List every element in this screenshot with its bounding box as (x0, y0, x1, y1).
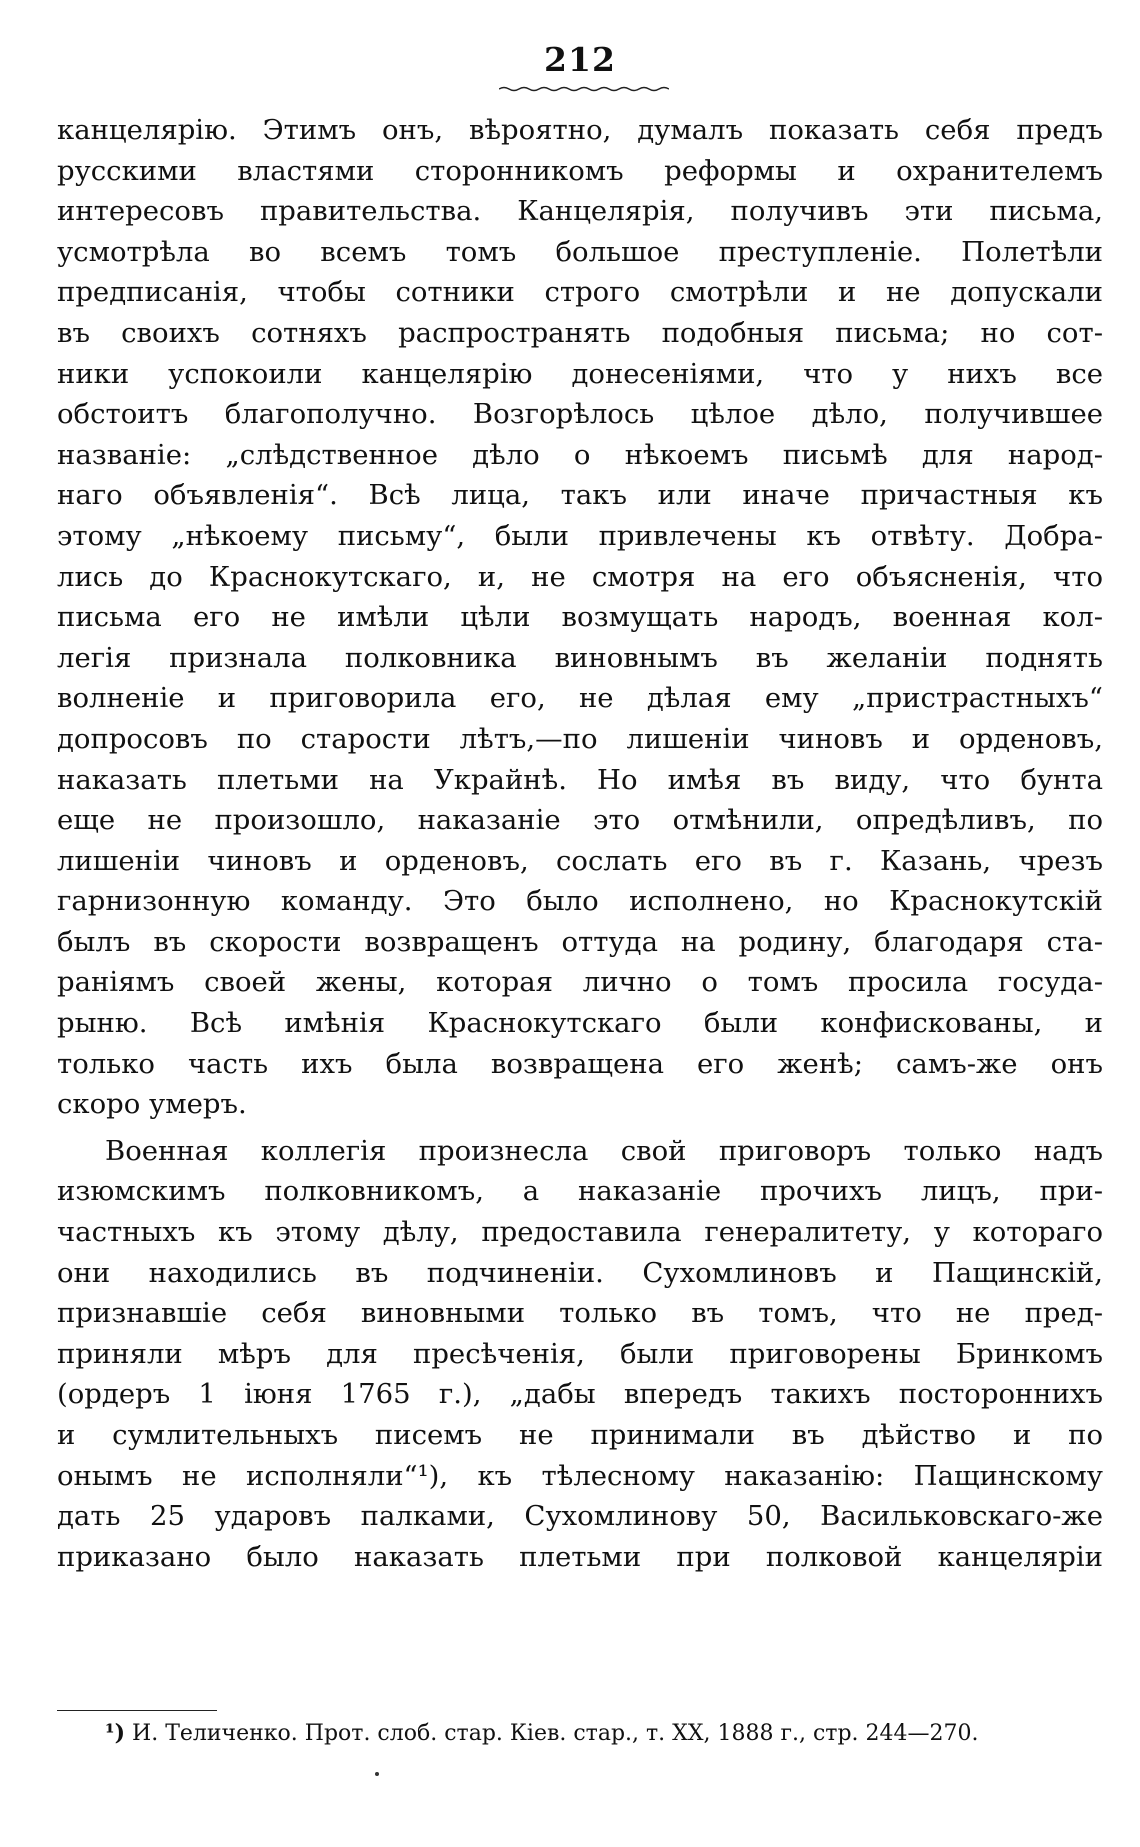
text-line: (ордеръ 1 іюня 1765 г.), „дабы впередъ такихъ постороннихъ (57, 1378, 1103, 1411)
page-number: 212 (544, 40, 616, 79)
text-line: гарнизонную команду. Это было исполнено, но Краснокутскій (57, 885, 1103, 918)
book-page (57, 0, 1103, 1847)
text-line: наказать плетьми на Украйнѣ. Но имѣя въ виду, что бунта (57, 763, 1103, 796)
paragraph-2 (57, 1131, 1103, 1578)
text-line: только часть ихъ была возвращена его женѣ; самъ-же онъ (57, 1047, 1103, 1080)
text-line: названіе: „слѣдственное дѣло о нѣкоемъ письмѣ для народ- (57, 438, 1103, 471)
text-line: онымъ не исполняли“¹), къ тѣлесному наказанію: Пащинскому (57, 1459, 1103, 1492)
text-line: приняли мѣръ для пресѣченія, были приговорены Бринкомъ (57, 1337, 1103, 1370)
text-line: рыню. Всѣ имѣнія Краснокутскаго были конфискованы, и (57, 1007, 1103, 1040)
text-line: усмотрѣла во всемъ томъ большое преступленіе. Полетѣли (57, 235, 1103, 268)
text-line: Военная коллегія произнесла свой приговоръ только надъ (105, 1134, 1103, 1167)
text-line: интересовъ правительства. Канцелярія, получивъ эти письма, (57, 195, 1103, 228)
footnote (105, 1718, 1103, 1749)
text-line: волненіе и приговорила его, не дѣлая ему „пристрастныхъ“ (57, 682, 1103, 715)
text-line: и сумлительныхъ писемъ не принимали въ дѣйство и по (57, 1419, 1103, 1451)
text-line: еще не произошло, наказаніе это отмѣнили, опредѣливъ, по (57, 804, 1103, 837)
text-line: въ своихъ сотняхъ распространять подобныя письма; но сот- (57, 316, 1103, 349)
paragraph-1 (57, 110, 1103, 1125)
text-line: письма его не имѣли цѣли возмущать народъ, военная кол- (57, 601, 1103, 634)
text-line: предписанія, чтобы сотники строго смотрѣли и не допускали (57, 276, 1103, 309)
text-line: лишеніи чиновъ и орденовъ, сослать его въ г. Казань, чрезъ (57, 844, 1103, 877)
text-line: лись до Краснокутскаго, и, не смотря на его объясненія, что (57, 560, 1103, 593)
text-line: легія признала полковника виновнымъ въ желаніи поднять (57, 641, 1103, 674)
text-line: обстоитъ благополучно. Возгорѣлось цѣлое дѣло, получившее (57, 398, 1103, 431)
footnote-divider (57, 1710, 217, 1711)
text-line: допросовъ по старости лѣтъ,—по лишеніи чиновъ и орденовъ, (57, 722, 1103, 755)
text-line: канцелярію. Этимъ онъ, вѣроятно, думалъ показать себя предъ (57, 114, 1103, 146)
text-line: русскими властями сторонникомъ реформы и охранителемъ (57, 154, 1103, 187)
text-line: дать 25 ударовъ палками, Сухомлинову 50, Васильковскаго-же (57, 1500, 1103, 1533)
text-line: былъ въ скорости возвращенъ оттуда на родину, благодаря ста- (57, 925, 1103, 958)
text-line: изюмскимъ полковникомъ, а наказаніе прочихъ лицъ, при- (57, 1175, 1103, 1208)
text-line: раніямъ своей жены, которая лично о томъ просила госуда- (57, 966, 1103, 999)
text-line: этому „нѣкоему письму“, были привлечены къ отвѣту. Добра- (57, 519, 1103, 552)
footnote-text: И. Теличенко. Прот. слоб. стар. Кіев. стар., т. XX, 1888 г., стр. 244—270. (132, 1721, 979, 1746)
text-line: скоро умеръ. (57, 1088, 247, 1121)
text-line: признавшіе себя виновными только въ томъ, что не пред- (57, 1297, 1103, 1330)
footnote-mark: ¹) (105, 1720, 126, 1746)
text-line: частныхъ къ этому дѣлу, предоставила генералитету, у котораго (57, 1216, 1103, 1249)
text-line: наго объявленія“. Всѣ лица, такъ или иначе причастныя къ (57, 479, 1103, 512)
print-speck (375, 1772, 379, 1776)
page-number-wavy-rule (499, 86, 669, 92)
body-text (57, 110, 1103, 1577)
text-line: приказано было наказать плетьми при полковой канцеляріи (57, 1540, 1103, 1573)
text-line: они находились въ подчиненіи. Сухомлиновъ и Пащинскій, (57, 1256, 1103, 1289)
text-line: ники успокоили канцелярію донесеніями, что у нихъ все (57, 357, 1103, 390)
